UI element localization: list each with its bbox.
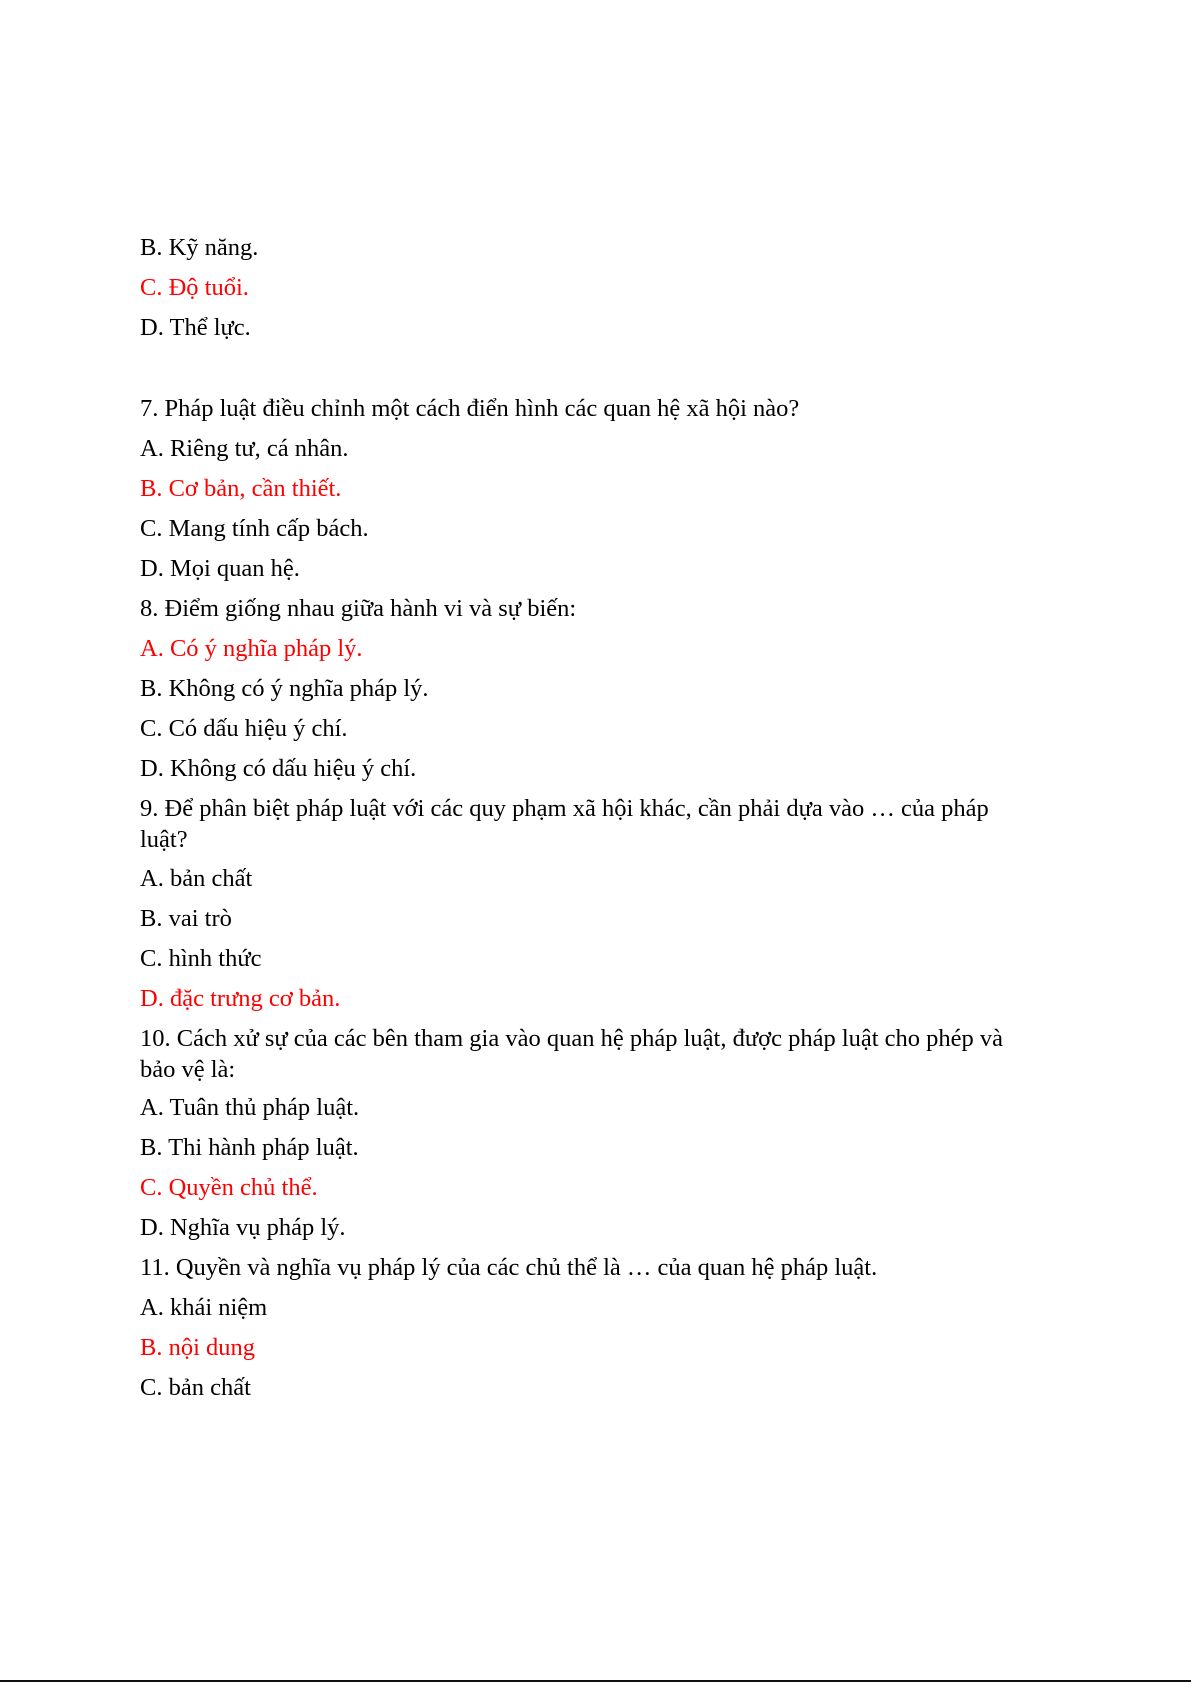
q11-option-b-correct: B. nội dung [140,1334,256,1361]
q10-option-b: B. Thi hành pháp luật. [140,1134,359,1161]
q10-question: 10. Cách xử sự của các bên tham gia vào quan hệ pháp luật, được pháp luật cho phép và bảo vệ là: [140,1025,1004,1083]
q10-option-c-correct: C. Quyền chủ thể. [140,1174,318,1201]
q11-option-c: C. bản chất [140,1374,251,1401]
q8-option-b: B. Không có ý nghĩa pháp lý. [140,675,429,702]
q7-question: 7. Pháp luật điều chỉnh một cách điển hình các quan hệ xã hội nào? [140,395,800,422]
q8-option-d: D. Không có dấu hiệu ý chí. [140,755,417,782]
q9-option-c: C. hình thức [140,945,262,972]
q6-option-d: D. Thể lực. [140,314,251,341]
q7-option-a: A. Riêng tư, cá nhân. [140,435,349,462]
q9-option-d-correct: D. đặc trưng cơ bản. [140,985,341,1012]
q6-option-b: B. Kỹ năng. [140,234,259,261]
q9-option-a: A. bản chất [140,865,253,892]
q8-option-c: C. Có dấu hiệu ý chí. [140,715,348,742]
page-bottom-edge [0,1680,1191,1682]
q7-option-d: D. Mọi quan hệ. [140,555,300,582]
q8-question: 8. Điểm giống nhau giữa hành vi và sự biến: [140,595,577,622]
q9-question: 9. Để phân biệt pháp luật với các quy phạm xã hội khác, cần phải dựa vào … của pháp luật? [140,795,989,853]
q10-option-d: D. Nghĩa vụ pháp lý. [140,1214,346,1241]
q11-option-a: A. khái niệm [140,1294,268,1321]
q11-question: 11. Quyền và nghĩa vụ pháp lý của các chủ thể là … của quan hệ pháp luật. [140,1254,878,1281]
q7-option-c: C. Mang tính cấp bách. [140,515,369,542]
q9-option-b: B. vai trò [140,905,232,932]
q6-option-c-correct: C. Độ tuổi. [140,274,249,301]
q8-option-a-correct: A. Có ý nghĩa pháp lý. [140,635,363,662]
q7-option-b-correct: B. Cơ bản, cần thiết. [140,475,342,502]
q10-option-a: A. Tuân thủ pháp luật. [140,1094,360,1121]
